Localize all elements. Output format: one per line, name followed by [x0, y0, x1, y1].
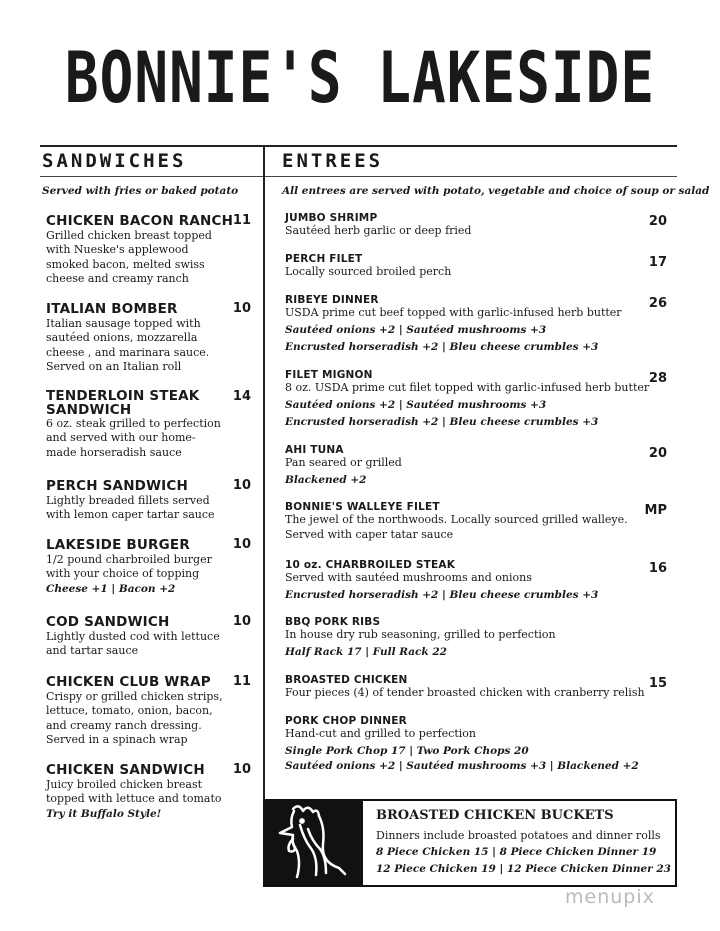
- item-price: 20: [648, 214, 667, 229]
- item-price: MP: [644, 503, 667, 518]
- item-desc: Locally sourced broiled perch: [285, 265, 452, 278]
- item-desc: Juicy broiled chicken breast: [46, 778, 203, 791]
- item-desc: Lightly breaded fillets served: [46, 494, 210, 507]
- item-price: 11: [232, 674, 251, 689]
- item-desc: Pan seared or grilled: [285, 456, 402, 469]
- menu-item: [285, 616, 667, 660]
- menu-item: [285, 559, 667, 603]
- item-desc: 8 oz. USDA prime cut filet topped with garlic-infused herb butter: [285, 381, 650, 394]
- item-desc: 6 oz. steak grilled to perfection: [46, 417, 221, 430]
- menu-item: [285, 253, 667, 280]
- sandwiches-note: Served with fries or baked potato: [42, 185, 239, 197]
- rooster-icon: [263, 799, 363, 887]
- item-desc: Hand-cut and grilled to perfection: [285, 727, 476, 740]
- item-name: CHICKEN SANDWICH: [46, 762, 205, 778]
- item-desc: Crispy or grilled chicken strips,: [46, 690, 223, 703]
- item-name: FILET MIGNON: [285, 369, 373, 381]
- item-desc: Grilled chicken breast topped: [46, 229, 212, 242]
- item-extra: Single Pork Chop 17 | Two Pork Chops 20: [285, 744, 529, 757]
- rooster-panel: [263, 799, 363, 887]
- item-desc: made horseradish sauce: [46, 445, 182, 459]
- menu-item: [46, 301, 251, 374]
- item-name: CHICKEN CLUB WRAP: [46, 674, 211, 690]
- item-price: 16: [648, 561, 667, 576]
- item-desc: lettuce, tomato, onion, bacon,: [46, 704, 213, 718]
- item-desc: Sautéed herb garlic or deep fried: [285, 224, 472, 237]
- menu-item: [46, 213, 251, 286]
- item-price: 10: [232, 614, 251, 629]
- buckets-title: BROASTED CHICKEN BUCKETS: [376, 808, 614, 823]
- item-name: PERCH SANDWICH: [46, 478, 189, 494]
- menu-item: [285, 501, 667, 542]
- buckets-desc: Dinners include broasted potatoes and dinner rolls: [376, 829, 661, 842]
- item-desc: topped with lettuce and tomato: [46, 792, 222, 806]
- menu-item: [285, 715, 667, 774]
- menu-item: [46, 674, 251, 747]
- item-desc: Lightly dusted cod with lettuce: [46, 630, 220, 643]
- item-desc: In house dry rub seasoning, grilled to perfection: [285, 628, 556, 641]
- item-name: JUMBO SHRIMP: [285, 212, 378, 224]
- item-desc: with Nueske's applewood: [46, 243, 189, 257]
- item-name: PERCH FILET: [285, 253, 363, 265]
- header-rule: [40, 145, 677, 147]
- item-price: 26: [648, 296, 667, 311]
- item-desc: Four pieces (4) of tender broasted chicken with cranberry relish: [285, 686, 645, 699]
- item-extra: Encrusted horseradish +2 | Bleu cheese crumbles +3: [285, 415, 599, 428]
- menu-item: [285, 212, 667, 239]
- item-name: ITALIAN BOMBER: [46, 301, 178, 317]
- item-name: PORK CHOP DINNER: [285, 715, 407, 727]
- item-desc: and tartar sauce: [46, 644, 139, 658]
- item-desc: Served in a spinach wrap: [46, 732, 188, 746]
- item-extra: Cheese +1 | Bacon +2: [46, 582, 176, 595]
- item-desc: with lemon caper tartar sauce: [46, 508, 215, 522]
- buckets-line: 8 Piece Chicken 15 | 8 Piece Chicken Dinner 19: [376, 846, 657, 858]
- item-price: 17: [648, 255, 667, 270]
- item-name: BROASTED CHICKEN: [285, 674, 408, 686]
- item-price: 15: [648, 676, 667, 691]
- menu-item: [46, 762, 251, 822]
- item-price: 11: [232, 213, 251, 228]
- item-name: COD SANDWICH: [46, 614, 170, 630]
- item-desc: Italian sausage topped with: [46, 317, 201, 330]
- entrees-note: All entrees are served with potato, vegetable and choice of soup or salad: [282, 185, 710, 197]
- item-desc: Served on an Italian roll: [46, 359, 182, 373]
- menu-item: [46, 537, 251, 597]
- item-desc: cheese , and marinara sauce.: [46, 345, 210, 359]
- menu-item: [285, 674, 667, 701]
- item-price: 14: [232, 389, 251, 404]
- item-name: AHI TUNA: [285, 444, 344, 456]
- menu-item: [285, 444, 667, 488]
- item-extra: Encrusted horseradish +2 | Bleu cheese crumbles +3: [285, 588, 599, 601]
- item-extra: Blackened +2: [285, 473, 367, 486]
- watermark: menupix: [565, 886, 655, 908]
- item-desc: USDA prime cut beef topped with garlic-infused herb butter: [285, 306, 622, 319]
- item-extra: Half Rack 17 | Full Rack 22: [285, 645, 447, 658]
- restaurant-title: BONNIE'S LAKESIDE: [64, 38, 656, 120]
- item-desc: and creamy ranch dressing.: [46, 718, 202, 732]
- item-desc: and served with our home-: [46, 431, 196, 445]
- column-divider: [263, 145, 265, 885]
- item-name: BONNIE'S WALLEYE FILET: [285, 501, 440, 513]
- item-extra: Encrusted horseradish +2 | Bleu cheese crumbles +3: [285, 340, 599, 353]
- menu-item: [46, 614, 251, 659]
- menu-item: [285, 294, 667, 355]
- buckets-line: 12 Piece Chicken 19 | 12 Piece Chicken Dinner 23: [376, 863, 671, 875]
- item-desc: cheese and creamy ranch: [46, 271, 189, 285]
- menu-item: [285, 369, 667, 430]
- menu-item: [46, 478, 251, 523]
- entrees-heading: ENTREES: [282, 150, 384, 172]
- subheader-rule: [40, 176, 677, 177]
- item-extra: Try it Buffalo Style!: [46, 807, 162, 820]
- item-price: 20: [648, 446, 667, 461]
- item-desc: 1/2 pound charbroiled burger: [46, 553, 212, 566]
- menu-item: [46, 389, 251, 460]
- item-price: 10: [232, 537, 251, 552]
- item-price: 10: [232, 478, 251, 493]
- item-name: CHICKEN BACON RANCH: [46, 213, 234, 229]
- item-desc: Served with caper tatar sauce: [285, 527, 454, 541]
- sandwiches-heading: SANDWICHES: [42, 150, 187, 172]
- item-extra: Sautéed onions +2 | Sautéed mushrooms +3 | Blackened +2: [285, 759, 639, 772]
- item-price: 28: [648, 371, 667, 386]
- item-desc: with your choice of topping: [46, 567, 200, 581]
- item-name: LAKESIDE BURGER: [46, 537, 190, 553]
- item-price: 10: [232, 762, 251, 777]
- item-name: RIBEYE DINNER: [285, 294, 379, 306]
- item-desc: smoked bacon, melted swiss: [46, 257, 205, 271]
- item-desc: Served with sautéed mushrooms and onions: [285, 571, 532, 584]
- item-name: 10 oz. CHARBROILED STEAK: [285, 559, 456, 571]
- item-desc: The jewel of the northwoods. Locally sourced grilled walleye.: [285, 513, 628, 526]
- item-extra: Sautéed onions +2 | Sautéed mushrooms +3: [285, 398, 547, 411]
- item-extra: Sautéed onions +2 | Sautéed mushrooms +3: [285, 323, 547, 336]
- item-name: TENDERLOIN STEAK SANDWICH: [46, 388, 200, 418]
- item-price: 10: [232, 301, 251, 316]
- item-name: BBQ PORK RIBS: [285, 616, 381, 628]
- item-desc: sautéed onions, mozzarella: [46, 331, 198, 345]
